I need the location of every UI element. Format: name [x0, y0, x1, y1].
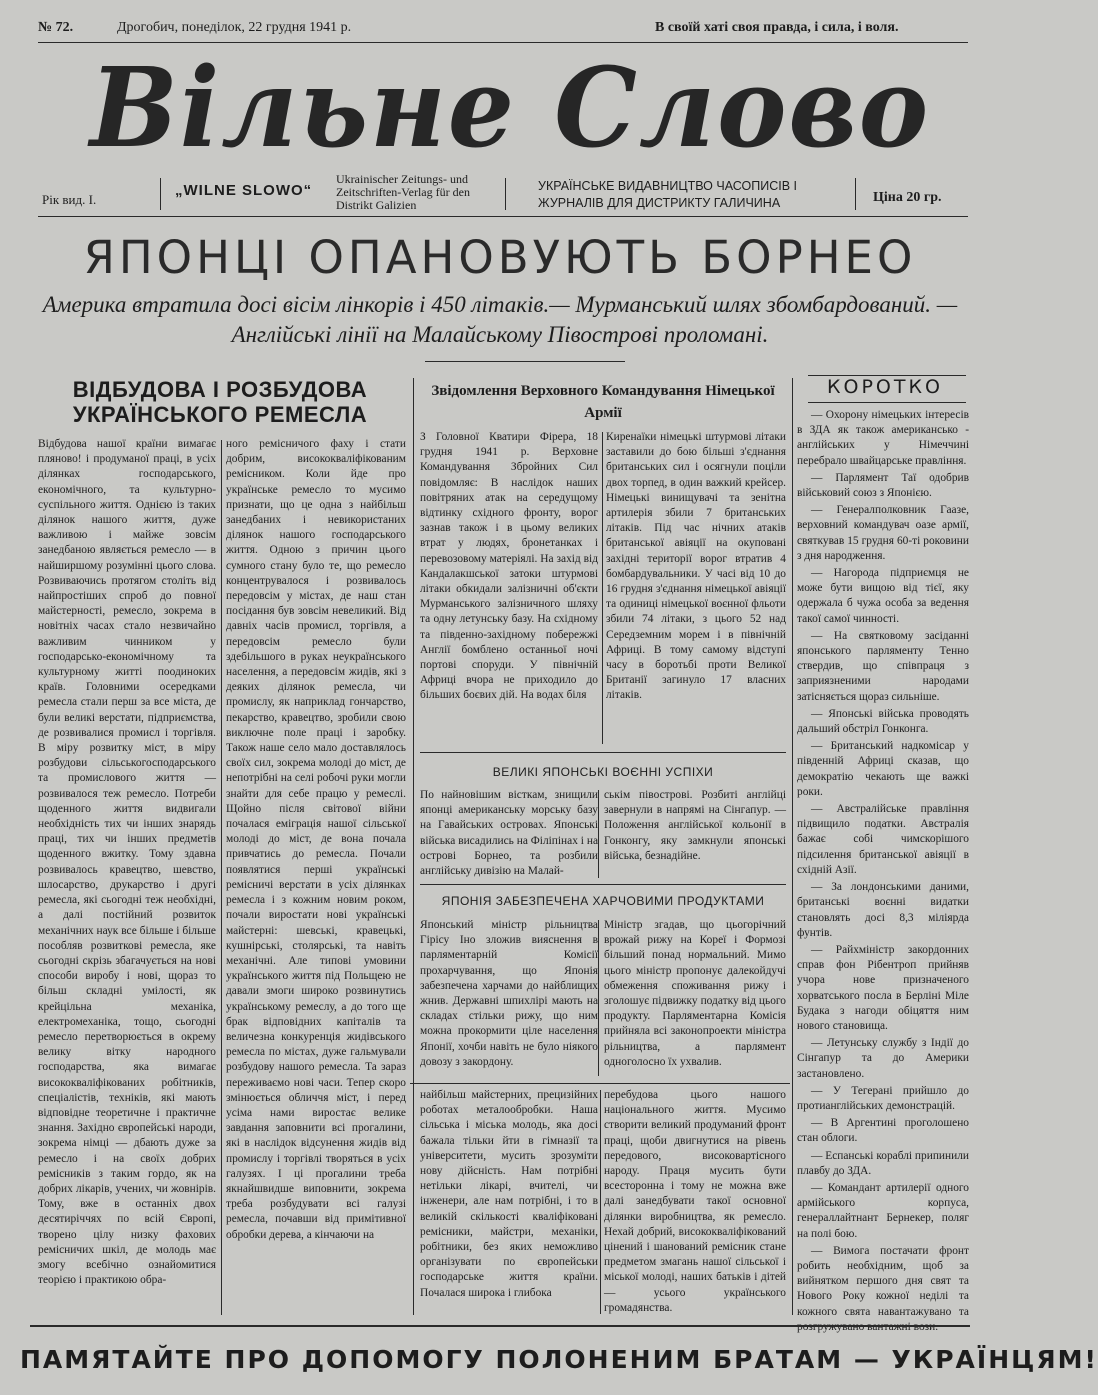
column-rule — [598, 790, 599, 878]
masthead-divider — [505, 178, 506, 210]
main-headline: ЯПОНЦІ ОПАНОВУЮТЬ БОРНЕО — [83, 231, 917, 284]
communique-column: Киренаїки німецькі штурмові літаки заставили до бою більші з'єднання британських сил і осягнули поціли двох торпед, в один важкий крейсер. Німецькі винищувачі та зенітна артилерія збили 7 британських літаків. Під час нічних атаків британської авіяції на окуповані західні території ворог втратив 4 бомбардувальники. У часі від 10 до 16 грудня з'єднання німецької авіяції та одиниці німецької воєнної фльоти збили 74 літаки, з цього 52 над Середземним морем і в північній Африці. В тому самому відступі часу в боротьбі проти Великої Британії загинуло 17 власних літаків. — [606, 431, 786, 702]
japan-food-title: ЯПОНІЯ ЗАБЕЗПЕЧЕНА ХАРЧОВИМИ ПРОДУКТАМИ — [441, 894, 765, 908]
column-rule — [221, 440, 222, 1315]
news-brief-item: — За лондонськими даними, британські воєнні видатки становлять досі 8,3 міліярда фунтів. — [797, 881, 969, 939]
news-brief-item: — Командант артилерії одного армійського корпуса, генераллайтнант Бернекер, поляг на полі бою. — [797, 1181, 969, 1240]
publication-year: Рік вид. І. — [42, 192, 97, 207]
masthead-divider — [160, 178, 161, 210]
news-brief-item: — На святковому засіданні японського парляменту Тенно ствердив, що співпраця з заприязненими народами затісняється щораз сильніше. — [797, 629, 969, 703]
section-rule — [420, 752, 786, 753]
article-column: найбільш майстерних, прецизійних роботах металообробки. Наша сільська і міська молодь, яка досі бажала тільки йти в гімназії та університети, мусить зрозуміти нову дійсність. Нам потрібні нетільки лікарі, вчителі, чи інженери, але нам потрібні, і то в великій скількості кваліфіковані ремісники, майстри, механіки, робітники, без яких неможливо організувати по європейськи господарське життя країни. Почалася широка і глибока — [420, 1089, 598, 1299]
ukrainian-publisher: УКРАЇНСЬКЕ ВИДАВНИЦТВО ЧАСОПИСІВ І ЖУРНАЛІВ ДЛЯ ДИСТРИКТУ ГАЛИЧИНА — [538, 179, 797, 210]
latin-title: „WILNE SLOWO“ — [175, 182, 313, 199]
news-brief-item: — Нагорода підприємця не може бути вищою від тієї, яку одержала б чужа особа за ведення такої самої чинності. — [797, 567, 969, 625]
japan-food-column: Японський міністр рільництва Гірісу Іно зложив вияснення в парляментарній Комісії прохарчування, що Японія забезпечена харчами до найблищих жнив. Державні шпихлірі мають на складах стільки рижу, що ним можна прокормити ціле населення Японії, хочби навіть не було ніякого довозу з закордону. — [420, 919, 598, 1068]
german-publisher: Ukrainischer Zeitungs- und Zeitschriften-Verlag für den Distrikt Galizien — [336, 172, 470, 212]
news-brief-item: — Охорону німецьких інтересів в ЗДА як також американсько - англійських у Німеччині перебрало швайцарське правління. — [797, 409, 969, 467]
japan-success-column: ськім півострові. Розбиті англійці завернули в напрямі на Сінгапур. — Положення англійської кольонії в Гонконгу, яку замкнули японські війська, безнадійне. — [604, 789, 786, 862]
news-brief-item: — Британський надкомісар у південній Африці сказав, що демократію чекають ще важкі роки. — [797, 740, 969, 798]
news-brief-item: — У Тегерані прийшло до протианглійських демонстрацій. — [797, 1084, 969, 1112]
bottom-slogan: ПАМЯТАЙТЕ ПРО ДОПОМОГУ ПОЛОНЕНИМ БРАТАМ — УКРАЇНЦЯМ! — [20, 1345, 1098, 1374]
japan-success-title: ВЕЛИКІ ЯПОНСЬКІ ВОЄННІ УСПІХИ — [492, 765, 714, 779]
article-column: Відбудова нашої країни вимагає пляново! і продуманої праці, в усіх ділянках господарського, економічного, та культурно-суспільного життя. Однією із таких ділянок нашого життя, дуже важливою і майже зовсім занедбаною являється ремесло — в найширшому розумінні цього слова. Розвиваючись протягом століть від найпростіших спроб до повної майстерності, ремесло, зокрема в новітніх часах стало незвичайно важливим чинником у господарсько-економічному та культурному житті поодиноких країв. Головними осередками ремесла стали перш за все міста, де були великі верстати, підприємства, де розвивалися промисл і торгівля. В міру розвитку міст, в міру розбудови сільськогосподарського та промислового життя — розвивалося теж ремесло. Потреби щоденного життя видвигали необхідність тих чи інших знарядь праці, тих чи інших предметів щоденного вжитку. Тому здавна розвивалось кравецтво, шевство, шлосарство, друкарство і другі ремесла, які сьогодні теж необхідні, а далі постійний розвиток механічних наук все більше і більше пособляв розвиткові ремесла, яке сьогодні скрізь збагачується на нові способи виробу і нові, щораз то більш складні умілості, як крейцільна механіка, електромеханіка, тощо, сьогодні ремесло перетворюється в окрему велику вітку народного господарства, яка вимагає висококваліфікованих робітників, спеціалістів, техніків, які мають відповідне теоретичне і практичне знання. Західно європейські народи, зокрема німці — дбають дуже за ремесло і на своїх добрих ремісників з таким гордо, як на добрих лікарів, учених, чи жовнірів. Тому, вже в останніх двох десятиріччях по всій Європі, творено цілу низку фахових ремісничих шкіл, де молодь має змогу всебічно ознайомитися теорією і практикою обра- — [38, 438, 216, 1287]
korotko-title: КОРОТКО — [827, 376, 943, 398]
newspaper-title: Вільне Слово — [89, 42, 931, 173]
news-brief-item: — В Аргентині проголошено стан облоги. — [797, 1117, 969, 1145]
headline-rule — [425, 361, 625, 362]
section-rule — [420, 884, 786, 885]
column-rule — [600, 1090, 601, 1314]
communique-column: З Головної Кватири Фірера, 18 грудня 1941 р. Верховне Командування Збройних Сил повідомляє: В наслідок наших повітряних атак на середущому відтинку східного фронту, ворог зазнав також і в цьому великих втрат у людях, бронетанках і перевозовому матеріялі. На захід від Кандалакшської затоки штурмові літаки обкидали залізничні об'єкти Мурманського залізничного шляху та одну летунську базу. На східному та південно-західному побережжі Англії бомблено останньої ночі портові споруди. У північній Африці вчора не приходило до більших боєвих дій. На водах біля — [420, 431, 598, 702]
news-brief-item: — Японські війська проводять дальший обстріл Гонконга. — [797, 707, 969, 736]
masthead-bottom-rule — [38, 216, 968, 217]
dateline: Дрогобич, понеділок, 22 грудня 1941 р. — [117, 20, 352, 35]
news-brief-item: — Еспанські кораблі припинили плавбу до ЗДА. — [797, 1149, 969, 1177]
article-title: ВІДБУДОВА І РОЗБУДОВА УКРАЇНСЬКОГО РЕМЕСЛА — [72, 377, 368, 427]
column-rule — [792, 378, 793, 1315]
article-column: перебудова цього нашого національного життя. Мусимо створити великий продуманий фронт праці, щоби двигнутися на рівень передового, високовартісного народу. Праця мусить бути всесторонна і тому не можна вже далі занедбувати такої основної ділянки виробництва, як ремесло. Нехай добрий, висококваліфікований цінений і шанований ремісник стане предметом змагань нашої сільської і міської молоді, наших батьків і дітей — усього українського громадянства. — [604, 1089, 786, 1314]
news-brief-item: — Вимога постачати фронт робить необхідним, щоб за вийнятком першого дня свят та Нового Року кожної неділі та кожного свята навантажувано та — [797, 1244, 969, 1318]
communique-title: Звідомлення Верховного Командування Німецької Армії — [431, 383, 775, 421]
news-brief-item: — Австралійське правління підвищило податки. Австралія бажає собі чимскорішого підсилення британської авіяції в східній Азії. — [797, 803, 969, 876]
korotko-list — [797, 408, 969, 1316]
bottom-rule — [30, 1325, 970, 1327]
news-brief-item: — Летунську службу з Індії до Сінгапур та до Америки застановлено. — [797, 1037, 969, 1080]
article-column: ного ремісничого фаху і стати добрим, висококваліфікованим ремісником. Коли йде про українське ремесло то мусимо признати, що це одна з найбільш занедбаних і невикористаних ділянок нашого господарського життя. Одною з причин цього сумного стану було те, що ремесло концентрувалося і розвивалось передовсім у містах, де наш стан посідання був зовсім невеликий. Від давніх часів промисл, торгівля, а передовсім ремесло були здебільшого в руках неукраїнського населення, а передовсім жидів, які з деяких ділянок ремесла, чи промислу, як наприклад гончарство, пекарство, кравецтво, зробили свою виключне поле праці і заробку. Також наше село мало доставлялось своїх сил, зокрема молоді до міст, де непотрібні на селі робочі руки могли знайти для себе працю у ремеслі. Щойно після світової війни почалася еміграція нашої сільської молоді до міст, де вона почала привчатись до ремесла. Почали появлятися перші українські ремісничі верстати в усіх ділянках ремесла і з кожним новим роком, почали виростати нові українські майстерні: шевські, кравецькі, кушнірські, столярські, та навіть механічні. Але типові умовини українського життя під Польщею не давали змоги широко розвинутись українському ремеслу, а до того ще брак відповідних капіталів та величезна конкуренція жидівського ремесла по містах, дуже гальмували розбудову нашого ремесла. Та зараз переживаємо нові часи. Тепер скоро змінюється обличчя міст, і перед усіма нами виростає велике завдання заповнити всі прогалини, які в наслідок відсунення жидів від промислу і торгівлі творяться в усіх галузях. І ці прогалини треба якнайшвидше виповнити, зокрема треба розбудувати всі галузі ремесла, почавши від примітивної обробки дерева, а кінчаючи на — [226, 438, 406, 1241]
motto: В своїй хаті своя правда, і сила, і воля. — [655, 20, 899, 35]
subheadline: Америка втратила досі вісім лінкорів і 450 літаків.— Мурманський шлях збомбардований. — Англійські лінії на Малайському Півострові проломані. — [42, 292, 958, 347]
japan-success-column: По найновішим вісткам, знищили японці американську морську базу на Гавайських островах. Японські війська висадились на Філіпінах і на острові Борнео, та розбили англійську дивізію на Малай- — [420, 789, 598, 878]
issue-number: № 72. — [38, 20, 74, 35]
column-rule — [602, 432, 603, 744]
news-brief-item: — Райхміністр закордонних справ фон Рібентроп прийняв учора нове призначеного хорватського посла в Берліні Міле Будака з нагоди обіцяття ним нового становища. — [797, 943, 969, 1032]
masthead-divider — [855, 178, 856, 210]
column-rule — [413, 378, 414, 1315]
japan-food-column: Міністр згадав, що цьогорічний врожай рижу на Кореї і Формозі більший понад нормальний. Мимо цього міністр пропонує далекойдучі обмеження споживання рижу і зголошує підвижку податку від цього продукту. Парляментарна Комісія прийняла всі законопроекти міністра рільництва, а парлямент одноголосно їх ухвалив. — [604, 919, 786, 1068]
column-rule — [598, 920, 599, 1076]
news-brief-item: — Парлямент Таї одобрив військовий союз з Японією. — [797, 471, 969, 500]
news-brief-item: — Генералполковник Гаазе, верховний командувач оазе армії, святкував 15 грудня 60-ті роковини з дня народження. — [797, 504, 969, 562]
section-rule — [410, 1083, 790, 1084]
korotko-rule — [808, 402, 966, 403]
price: Ціна 20 гр. — [873, 190, 942, 205]
